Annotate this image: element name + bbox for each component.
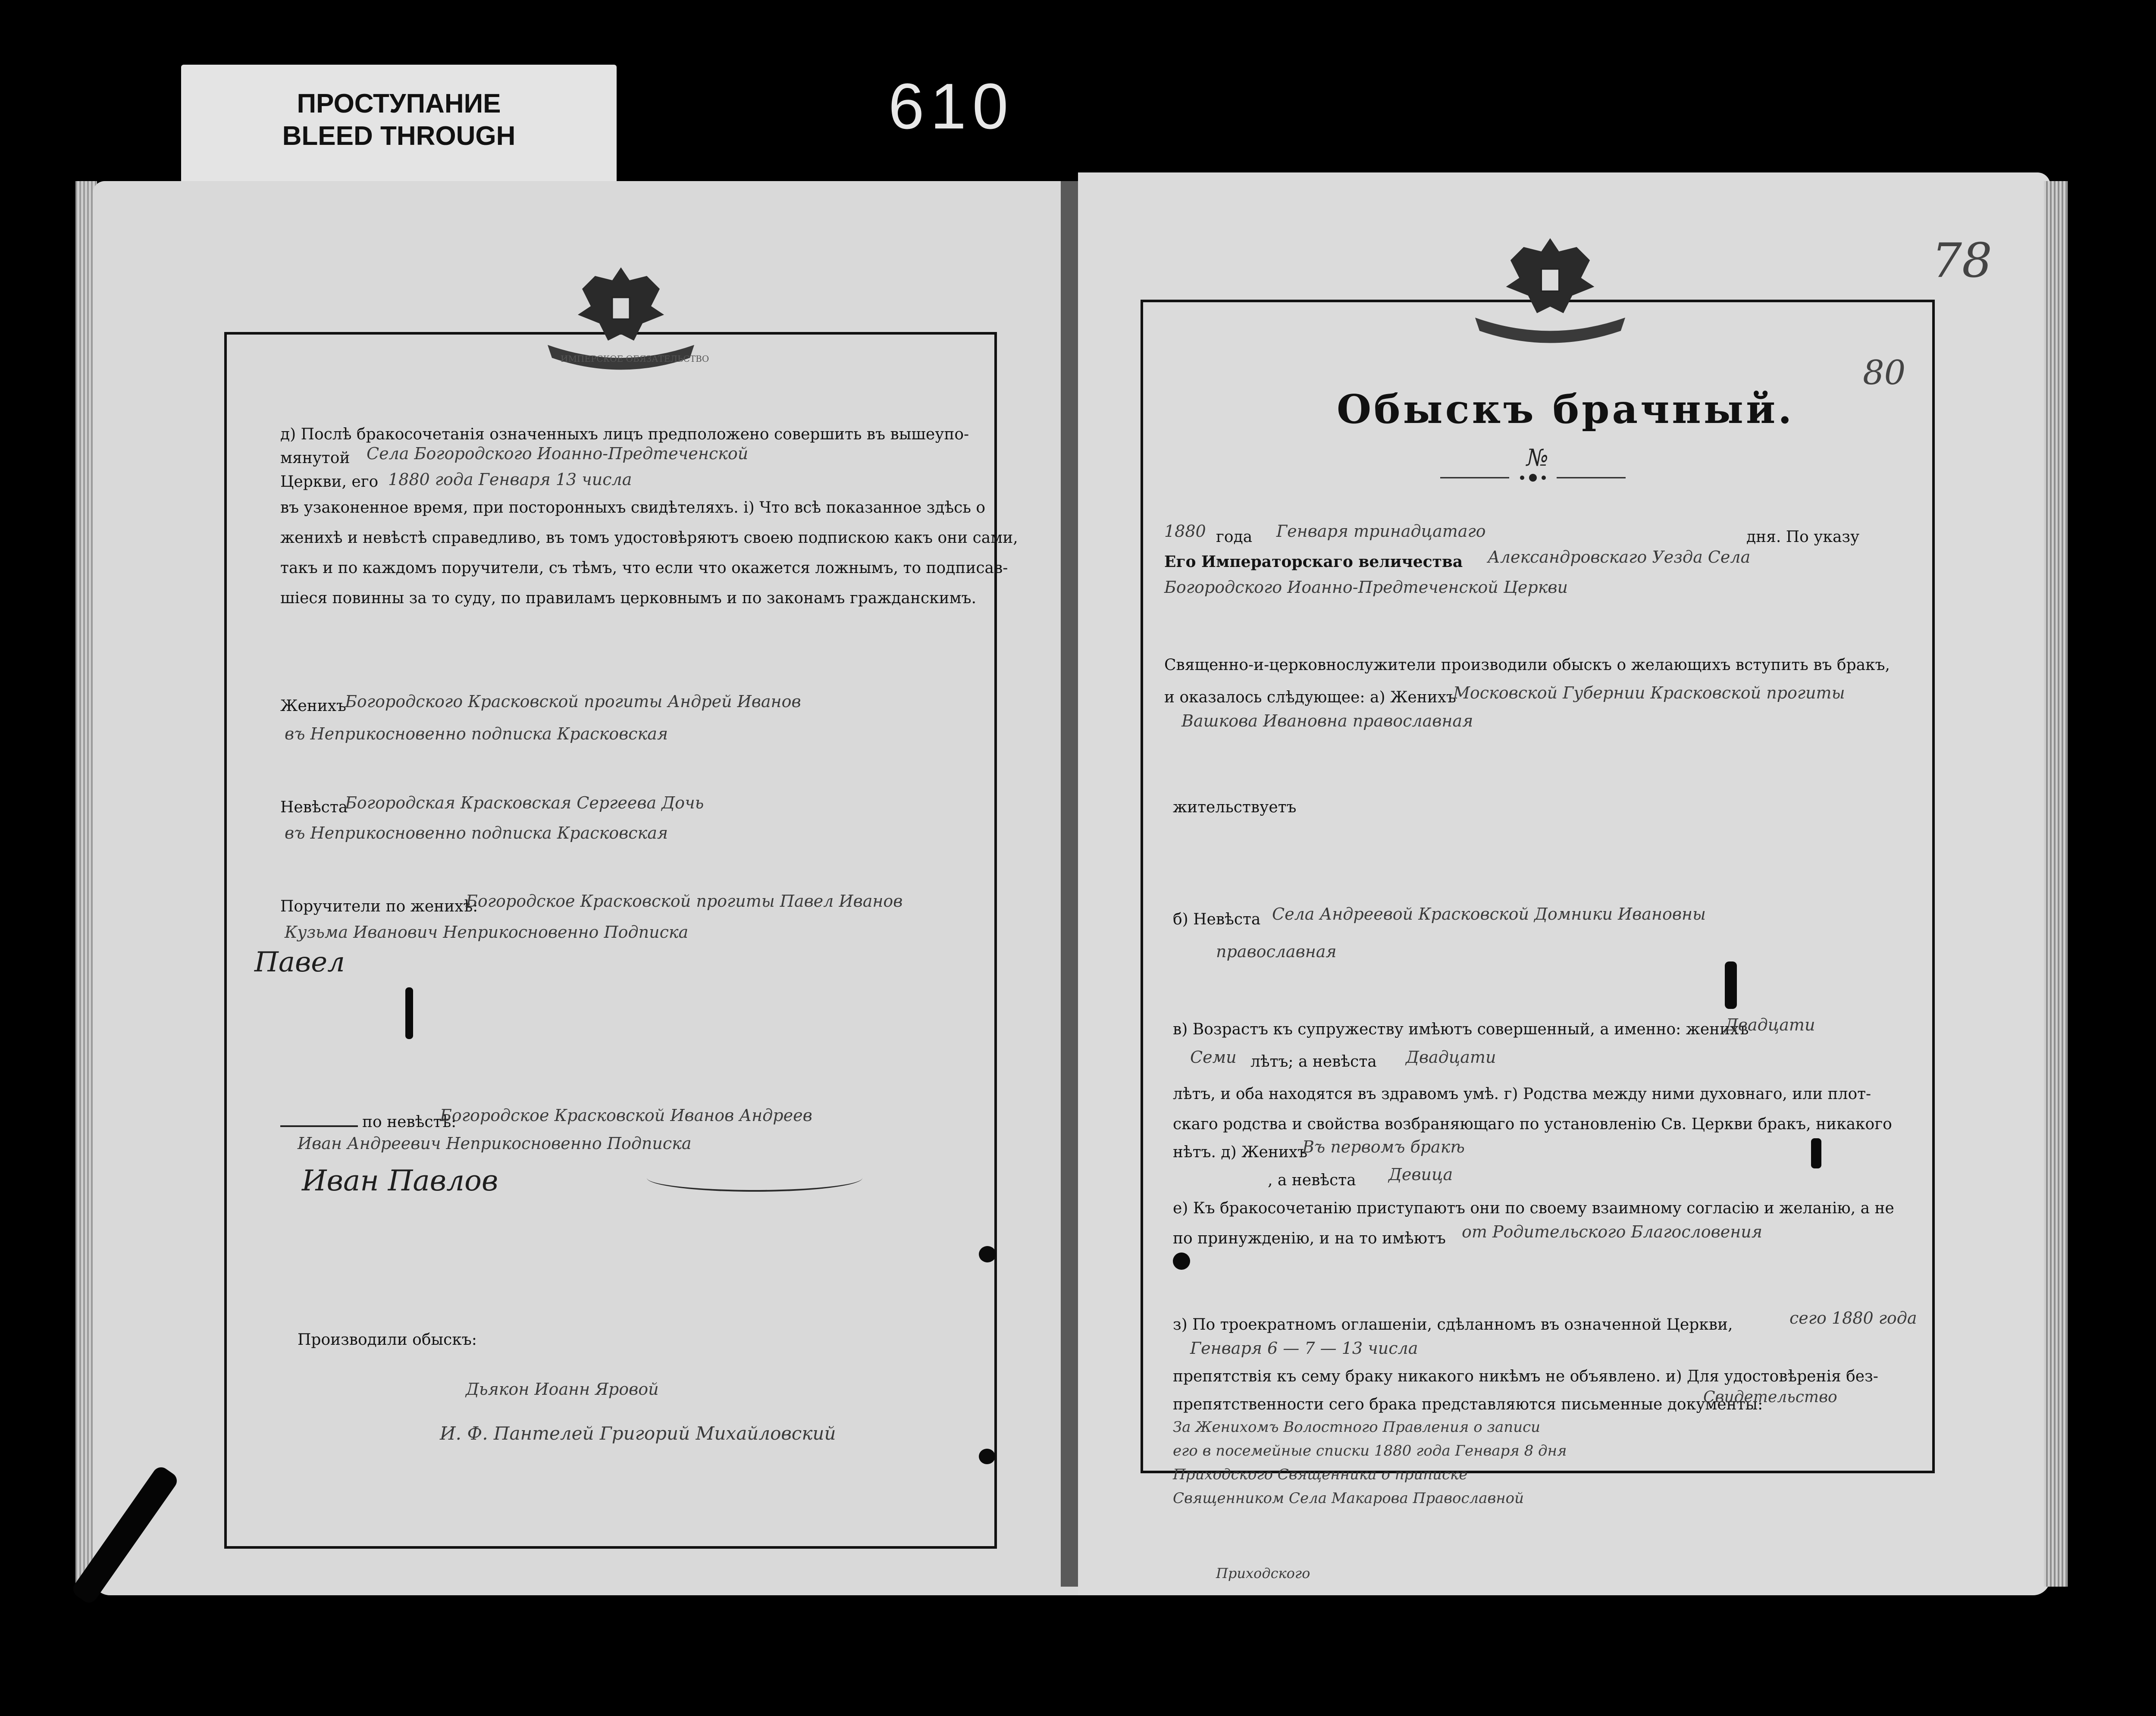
left-clause-d-line5: женихѣ и невѣстѣ справедливо, въ томъ удостовѣряютъ своею подпискою какъ они сами, bbox=[280, 529, 1018, 547]
examiner-signature-1: Дьякон Иоанн Яровой bbox=[466, 1380, 659, 1399]
guarantors-bride-label: по невѣстѣ: bbox=[362, 1113, 457, 1131]
bride-marriage: Девица bbox=[1388, 1165, 1453, 1184]
ink-stroke bbox=[405, 987, 413, 1039]
nyet-label: нѣтъ. д) Женихъ bbox=[1173, 1143, 1308, 1161]
groom-details: Московской Губернии Красковской прогиты bbox=[1453, 683, 1845, 702]
record-number: № bbox=[1526, 444, 1549, 471]
banns-dates: сего 1880 года bbox=[1789, 1309, 1917, 1328]
eagle-icon bbox=[1457, 229, 1643, 345]
guarantor-bride-signature: Иван Павлов bbox=[302, 1164, 498, 1197]
residence-label: жительствуетъ bbox=[1173, 799, 1297, 816]
ink-blot bbox=[1173, 1253, 1190, 1270]
record-year: 1880 bbox=[1164, 522, 1206, 541]
archive-label bbox=[181, 65, 617, 190]
consent-line1: е) Къ бракосочетанію приступаютъ они по своему взаимному согласію и желанію, а не bbox=[1173, 1199, 1894, 1217]
bride-details: Села Андреевой Красковской Домники Ивановны bbox=[1272, 905, 1706, 924]
year-label: года bbox=[1216, 528, 1253, 546]
day-label: дня. По указу bbox=[1746, 528, 1860, 546]
signature-flourish bbox=[647, 1164, 862, 1192]
blank-line bbox=[280, 1125, 358, 1127]
archive-label-en: BLEED THROUGH bbox=[282, 121, 516, 151]
page-number-corner: 78 bbox=[1932, 233, 1992, 288]
banns-dates-2: Генваря 6 — 7 — 13 числа bbox=[1190, 1339, 1418, 1358]
ink-blot bbox=[979, 1246, 996, 1262]
documents-1: Свидетельство bbox=[1703, 1388, 1837, 1406]
groom-entry-line1: Богородского Красковской прогиты Андрей Иванов bbox=[345, 692, 801, 711]
left-clause-d-line7: шіеся повинны за то суду, по правиламъ церковнымъ и по законамъ гражданскимъ. bbox=[280, 589, 977, 607]
left-clause-d-line1: д) Послѣ бракосочетанія означенныхъ лицъ предположено совершить въ вышеупо- bbox=[280, 426, 969, 443]
archive-label-ru: ПРОСТУПАНИЕ bbox=[297, 89, 501, 119]
groom-label: Женихъ bbox=[280, 697, 346, 715]
left-clause-d-line6: такъ и по каждомъ поручители, съ тѣмъ, что если что окажется ложнымъ, то подписав- bbox=[280, 559, 1008, 577]
bride-age-label: лѣтъ; а невѣста bbox=[1250, 1053, 1377, 1071]
bride-entry-line2: въ Неприкосновенно подписка Красковская bbox=[285, 824, 668, 842]
ink-stroke bbox=[1725, 961, 1737, 1009]
obstacle-line2: препятственности сего брака представляются письменные документы: bbox=[1173, 1396, 1763, 1413]
bride-b-label: б) Невѣста bbox=[1173, 911, 1261, 928]
bride-e-label: , а невѣста bbox=[1268, 1171, 1356, 1189]
priests-line: Священно-и-церковнослужители производили обыскъ о желающихъ вступить въ бракъ, bbox=[1164, 656, 1890, 674]
ink-stroke bbox=[1811, 1138, 1821, 1168]
bride-details-2: православная bbox=[1216, 942, 1337, 961]
guarantors-bride-line1: Богородское Красковской Иванов Андреев bbox=[440, 1106, 812, 1125]
guarantors-bride-line2: Иван Андреевич Неприкосновенно Подписка bbox=[298, 1134, 692, 1153]
kin-line: скаго родства и свойства возбраняющаго по установленію Св. Церкви бракъ, никакого bbox=[1173, 1115, 1892, 1133]
groom-age: Двадцати bbox=[1725, 1015, 1815, 1034]
decree-text: Александровскаго Уезда Села bbox=[1488, 548, 1751, 567]
majesty-label: Его Императорскаго величества bbox=[1164, 553, 1463, 571]
folio-number: 610 bbox=[888, 70, 1015, 142]
health-line: лѣтъ, и оба находятся въ здравомъ умѣ. г) Родства между ними духовнаго, или плот- bbox=[1173, 1085, 1871, 1103]
banns-line: з) По троекратномъ оглашеніи, сдѣланномъ въ означенной Церкви, bbox=[1173, 1316, 1733, 1334]
documents-5: Священником Села Макарова Православной bbox=[1173, 1490, 1524, 1507]
obstacle-line1: препятствія къ сему браку никакого никѣмъ не объявлено. и) Для удостовѣренія без- bbox=[1173, 1368, 1878, 1385]
consent-line2: по принужденію, и на то имѣютъ bbox=[1173, 1230, 1446, 1247]
examiner-signature-2: И. Ф. Пантелей Григорий Михайловский bbox=[440, 1423, 836, 1444]
page-number-stamp: 80 bbox=[1863, 354, 1906, 392]
examiners-label: Производили обыскъ: bbox=[298, 1331, 477, 1349]
bride-age: Двадцати bbox=[1406, 1048, 1496, 1067]
left-church-name: Села Богородского Иоанно-Предтеченской bbox=[367, 444, 749, 463]
groom-details-2: Вашкова Ивановна православная bbox=[1181, 711, 1473, 730]
groom-entry-line2: въ Неприкосновенно подписка Красковская bbox=[285, 724, 668, 743]
footer-note: Приходского bbox=[1216, 1565, 1310, 1581]
guarantors-groom-label: Поручители по женихѣ: bbox=[280, 898, 478, 915]
documents-2: За Женихомъ Волостного Правления о записи bbox=[1173, 1419, 1541, 1436]
age-label: в) Возрастъ къ супружеству имѣютъ совершенный, а именно: женихъ bbox=[1173, 1021, 1749, 1038]
bride-label: Невѣста bbox=[280, 799, 348, 816]
guarantors-groom-line2: Кузьма Иванович Неприкосновенно Подписка bbox=[285, 923, 689, 942]
left-clause-d-line3: Церкви, его bbox=[280, 473, 379, 491]
emblem-ribbon-text: ИМПЕРСКОЕ ОБЯЗАТЕЛЬСТВО bbox=[561, 354, 709, 364]
guarantor-groom-signature: Павел bbox=[254, 946, 345, 978]
found-line: и оказалось слѣдующее: а) Женихъ bbox=[1164, 689, 1456, 706]
record-month-day: Генваря тринадцатаго bbox=[1276, 522, 1486, 541]
document-title: Обыскъ брачный. bbox=[1337, 386, 1795, 432]
documents-3: его в посемейные списки 1880 года Генваря 8 дня bbox=[1173, 1442, 1567, 1459]
bride-entry-line1: Богородская Красковская Сергеева Дочь bbox=[345, 793, 704, 812]
right-page-edge bbox=[2044, 181, 2068, 1587]
consent-from: от Родительского Благословения bbox=[1462, 1222, 1762, 1241]
groom-age-2: Семи bbox=[1190, 1048, 1237, 1067]
imperial-eagle-emblem-right bbox=[1457, 229, 1643, 345]
guarantors-groom-line1: Богородское Красковской прогиты Павел Иванов bbox=[466, 892, 903, 911]
left-clause-d-line4: въ узаконенное время, при посторонныхъ свидѣтеляхъ. і) Что всѣ показанное здѣсь о bbox=[280, 499, 986, 517]
left-clause-d-line2: мянутой bbox=[280, 449, 350, 467]
title-flourish bbox=[1440, 472, 1626, 483]
groom-marriage: Въ первомъ бракѣ bbox=[1302, 1137, 1465, 1156]
church-text: Богородского Иоанно-Предтеченской Церкви bbox=[1164, 578, 1568, 597]
documents-4: Приходского Священника о приписке bbox=[1173, 1466, 1468, 1483]
ink-blot bbox=[979, 1449, 995, 1464]
left-date-line: 1880 года Генваря 13 числа bbox=[388, 470, 632, 489]
